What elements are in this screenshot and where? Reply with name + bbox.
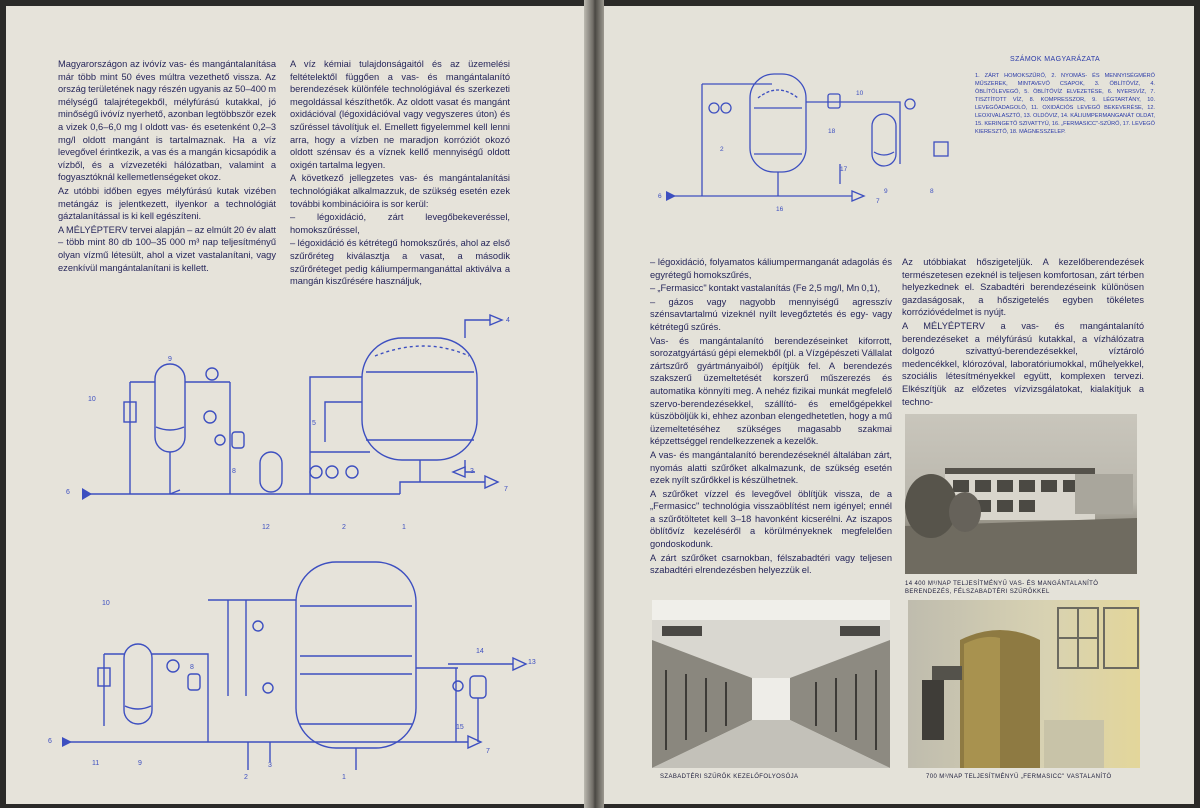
diagram-label: 17 [840,166,848,173]
process-diagram-1 [70,312,530,544]
paragraph: A víz kémiai tulajdonságaitól és az üzemelési feltételektől függően a vas- és mangántalanító berendezések különféle technológiával és szerkezeti megoldással készíthetők. Az oldott vasat és mangánt oxidációval (légoxidációval vagy vegyszeres úton) és szűréssel távolítjuk el. Emellett figyelemmel kell lenni arra, hogy a vízben ne maradjon korróziót okozó oldott szénsav és a víznek kellő mennyiségű oldott oxigén tartalma legyen. [290,59,510,170]
diagram-label: 13 [528,659,536,666]
diagram-label: 11 [92,760,100,767]
diagram-label: 2 [244,774,248,781]
paragraph: Magyarországon az ivóvíz vas- és mangántalanítása már több mint 50 éves múltra vezethető vissza. Az ország területének nagy részén ugyanis az 50–400 m mélységű talajrétegekből, mélyfúrású kutakkal, jó minőségű ivóvíz nyerhető, azonban legtöbbször ezek a vizek 0,6–6,0 mg l oldott vas- és esetenként 0,2–3 mg/l oldott mangánt is tartalmaznak. Ha a víz levegővel érintkezik, a vas és a mangán kicsapódik a vízből, és a vízvezetéki hálózatban, valamint a fogyasztóknál kellemetlenségeket okoz. [58,59,276,183]
photo-caption: 700 M³/NAP TELJESÍTMÉNYŰ „FERMASICC" VASTALANÍTÓ [926,774,1112,780]
diagram-label: 14 [476,648,484,655]
paragraph: A vas- és mangántalanító berendezéseknél általában zárt, nyomás alatti szűrőket alkalmazunk, de szükség esetén ezek nyílt szűrőkkel is készülhetnek. [650,449,892,486]
left-column-1 [58,58,276,275]
paragraph: A szűrőket vízzel és levegővel öblítjük vissza, de a „Fermasicc" technológia visszaöblítést nem igényel; ennél a szűrőtöltetet kell 3–18 havonként kicserélni. Az iszapos öblítővíz kezeléséről a körülményeknek megfelelően gondoskodunk. [650,488,892,550]
right-column-1 [650,256,892,578]
legend-title: SZÁMOK MAGYARÁZATA [1010,56,1101,63]
diagram-label: 3 [470,468,474,475]
photo-caption: 14 400 M³/NAP TELJESÍTMÉNYŰ VAS- ÉS MANGÁNTALANÍTÓ BERENDEZÉS, FÉLSZABADTÉRI SZŰRŐKKEL [905,581,1099,595]
diagram-label: 12 [262,524,270,531]
list-item: – „Fermasicc" kontakt vastalanítás (Fe 2,5 mg/l, Mn 0,1), [650,283,881,294]
process-diagram-3 [662,64,962,224]
diagram-label: 9 [884,188,888,195]
diagram-label: 2 [720,146,724,153]
diagram-label: 15 [456,724,464,731]
paragraph: Vas- és mangántalanító berendezéseinket kiforrott, sorozatgyártású gépi elemekből (pl. a Vízgépészeti Vállalat zártszűrő gyártmányaiból) építjük fel. A berendezés szakszerű üzemeltetését korszerű műszerezés és automatika könnyíti meg. A nehéz fizikai munkát megfelelő szervo-berendezésekkel, szállító- és emelőgépekkel küszöböljük ki, ehhez azonban elengedhetetlen, hogy a mű üzemeltetéséhez szükséges magasabb szakmai képzettséggel rendelkezzenek a kezelők. [650,335,892,447]
diagram-label: 8 [232,468,236,475]
diagram-label: 10 [856,90,864,97]
diagram-label: 7 [486,748,490,755]
paragraph: A zárt szűrőket csarnokban, félszabadtéri vagy teljesen szabadtéri elrendezésben helyezzük el. [650,552,892,576]
right-column-2 [902,256,1144,409]
list-item: – gázos vagy nagyobb mennyiségű agresszív szénsavtartalmú vizeknél nyílt levegőztetés és egy- vagy kétrétegű szűrés. [650,296,892,332]
diagram-label: 9 [168,356,172,363]
diagram-label: 16 [776,206,784,213]
diagram-label: 10 [102,600,110,607]
diagram-label: 10 [88,396,96,403]
list-item: – légoxidáció és kétrétegű homokszűrés, ahol az első szűrőréteg kiválasztja a vasat, a második szűrőréteget pedig káliumpermanganáttal aktiválva a mangán kiszűrésére használjuk, [290,238,510,287]
diagram-label: 7 [504,486,508,493]
diagram-label: 4 [506,317,510,324]
diagram-label: 7 [876,198,880,205]
diagram-label: 3 [268,762,272,769]
diagram-label: 18 [828,128,836,135]
photo-caption: SZABADTÉRI SZŰRŐK KEZELŐFOLYOSÓJA [660,774,799,780]
process-diagram-2 [58,556,538,788]
diagram-label: 2 [342,524,346,531]
photo-fermasicc-vessel [908,600,1140,768]
diagram-label: 1 [342,774,346,781]
diagram-label: 1 [402,524,406,531]
list-item: – légoxidáció, zárt levegőbekeveréssel, homokszűréssel, [290,212,510,235]
legend-text: 1. ZÁRT HOMOKSZŰRŐ, 2. NYOMÁS- ÉS MENNYISÉGMÉRŐ MŰSZEREK, MINTAVEVŐ CSAPOK, 3. ÖBLÍTŐVÍZ, 4. ÖBLÍTŐLEVEGŐ, 5. ÖBLÍTŐVÍZ ELVEZETÉSE, 6. NYERSVÍZ, 7. TISZTÍTOTT VÍZ, 8. KOMPRESSZOR, 9. LÉGTARTÁNY, 10. LEVEGŐADAGOLÓ, 11. OXIDÁCIÓS LEVEGŐ BEKEVERÉSE, 12. LEOXIVALASZTÓ, 13. OLDÓVIZ, 14. KÁLIUMPERMANGANÁT OLDAT, 15. KERINGETŐ SZIVATTYÚ, 16. „FERMASICC"-SZŰRŐ, 17. LEVEGŐ KIERESZTŐ, 18. MÁGNESSZELEP. [975,73,1155,135]
photo-building-exterior [905,414,1137,574]
diagram-label: 8 [190,664,194,671]
diagram-label: 6 [658,193,662,200]
left-column-2 [290,58,510,289]
page-gutter [584,0,604,808]
paragraph: A következő jellegzetes vas- és mangántalanítási technológiákat alkalmazzuk, de szükség esetén ezek további kombinációira is sor kerül: [290,173,510,209]
photo-corridor [652,600,890,768]
diagram-label: 6 [48,738,52,745]
diagram-label: 9 [138,760,142,767]
paragraph: Az utóbbi időben egyes mélyfúrású kutak vizében metángáz is jelentkezett, ilyenkor a technológiát gáztalanítással is ki kell egészíteni. [58,185,276,222]
paragraph: Az utóbbiakat hőszigeteljük. A kezelőberendezések természetesen ezeknél is teljesen komfortosan, zárt térben helyezkednek el. Szabadtéri berendezéseink különösen gazdaságosak, a hőszigetelés egyben tökéletes korrózióvédelmet is nyújt. [902,257,1144,318]
paragraph: A MÉLYÉPTERV a vas- és mangántalanító berendezéseket a mélyfúrású kutakkal, a vízhálózatra dolgozó szivattyú-berendezésekkel, víztároló medencékkel, klórozóval, laboratóriumokkal, műhelyekkel, szociális létesítményekkel együtt, komplexen tervezi. Elkészítjük az előzetes vízvizsgálatokat, kialakítjuk a techno- [902,320,1144,407]
diagram-label: 8 [930,188,934,195]
list-item: – légoxidáció, folyamatos káliumpermanganát adagolás és egyrétegű homokszűrés, [650,257,892,280]
diagram-label: 5 [312,420,316,427]
diagram-label: 6 [66,489,70,496]
paragraph: A MÉLYÉPTERV tervei alapján – az elmúlt 20 év alatt – több mint 80 db 100–35 000 m³ nap teljesítményű olyan vízmű létesült, ahol a vizet vastalanítani, vagy ezenkívül mangántalanítani is kellett. [58,224,276,273]
